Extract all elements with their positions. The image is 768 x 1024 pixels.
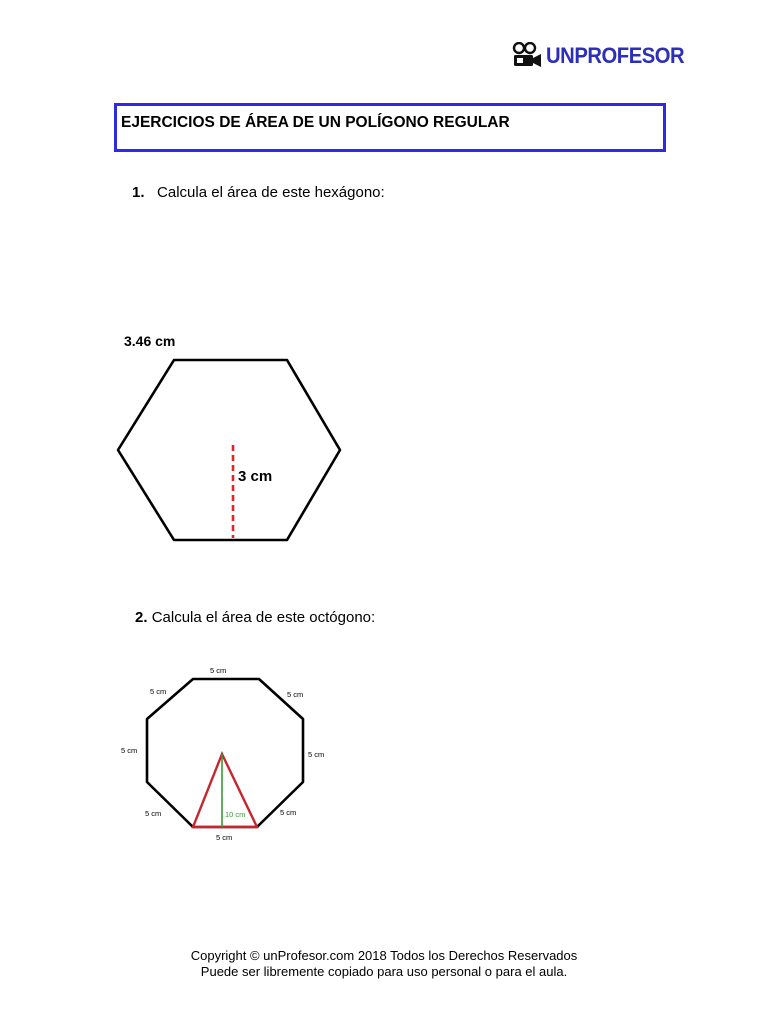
logo[interactable]: [512, 40, 696, 72]
octagon-side-label-bottom-right: 5 cm: [280, 808, 297, 817]
question-1: [132, 184, 385, 201]
octagon-side-label-right: 5 cm: [308, 750, 325, 759]
page-title: EJERCICIOS DE ÁREA DE UN POLÍGONO REGULAR: [121, 114, 510, 131]
footer: [0, 948, 768, 980]
question-2-number: 2.: [135, 609, 148, 626]
octagon-shape: [147, 679, 303, 827]
logo-text: UNPROFESOR: [546, 43, 685, 68]
octagon-side-label-left: 5 cm: [121, 746, 138, 755]
hexagon-figure: [114, 330, 354, 550]
camera-icon: [512, 42, 542, 70]
octagon-side-label-top-left: 5 cm: [150, 687, 167, 696]
octagon-side-label-bottom: 5 cm: [216, 833, 233, 842]
footer-copyright: Copyright © unProfesor.com 2018 Todos los Derechos Reservados: [190, 948, 578, 963]
hexagon-side-label: 3.46 cm: [124, 333, 176, 349]
octagon-side-label-top: 5 cm: [210, 666, 227, 675]
question-2: [135, 609, 375, 626]
octagon-figure: [115, 662, 345, 852]
title-box: [114, 103, 666, 152]
hexagon-apothem-label: 3 cm: [238, 468, 273, 485]
question-1-text: Calcula el área de este hexágono:: [157, 184, 385, 201]
hexagon-shape: [118, 360, 340, 540]
octagon-side-label-top-right: 5 cm: [287, 690, 304, 699]
footer-usage-note: Puede ser libremente copiado para uso personal o para el aula.: [200, 964, 568, 979]
question-2-text: Calcula el área de este octógono:: [151, 609, 376, 626]
question-1-number: 1.: [132, 184, 145, 201]
octagon-side-label-bottom-left: 5 cm: [145, 809, 162, 818]
octagon-apothem-label: 10 cm: [225, 810, 246, 819]
